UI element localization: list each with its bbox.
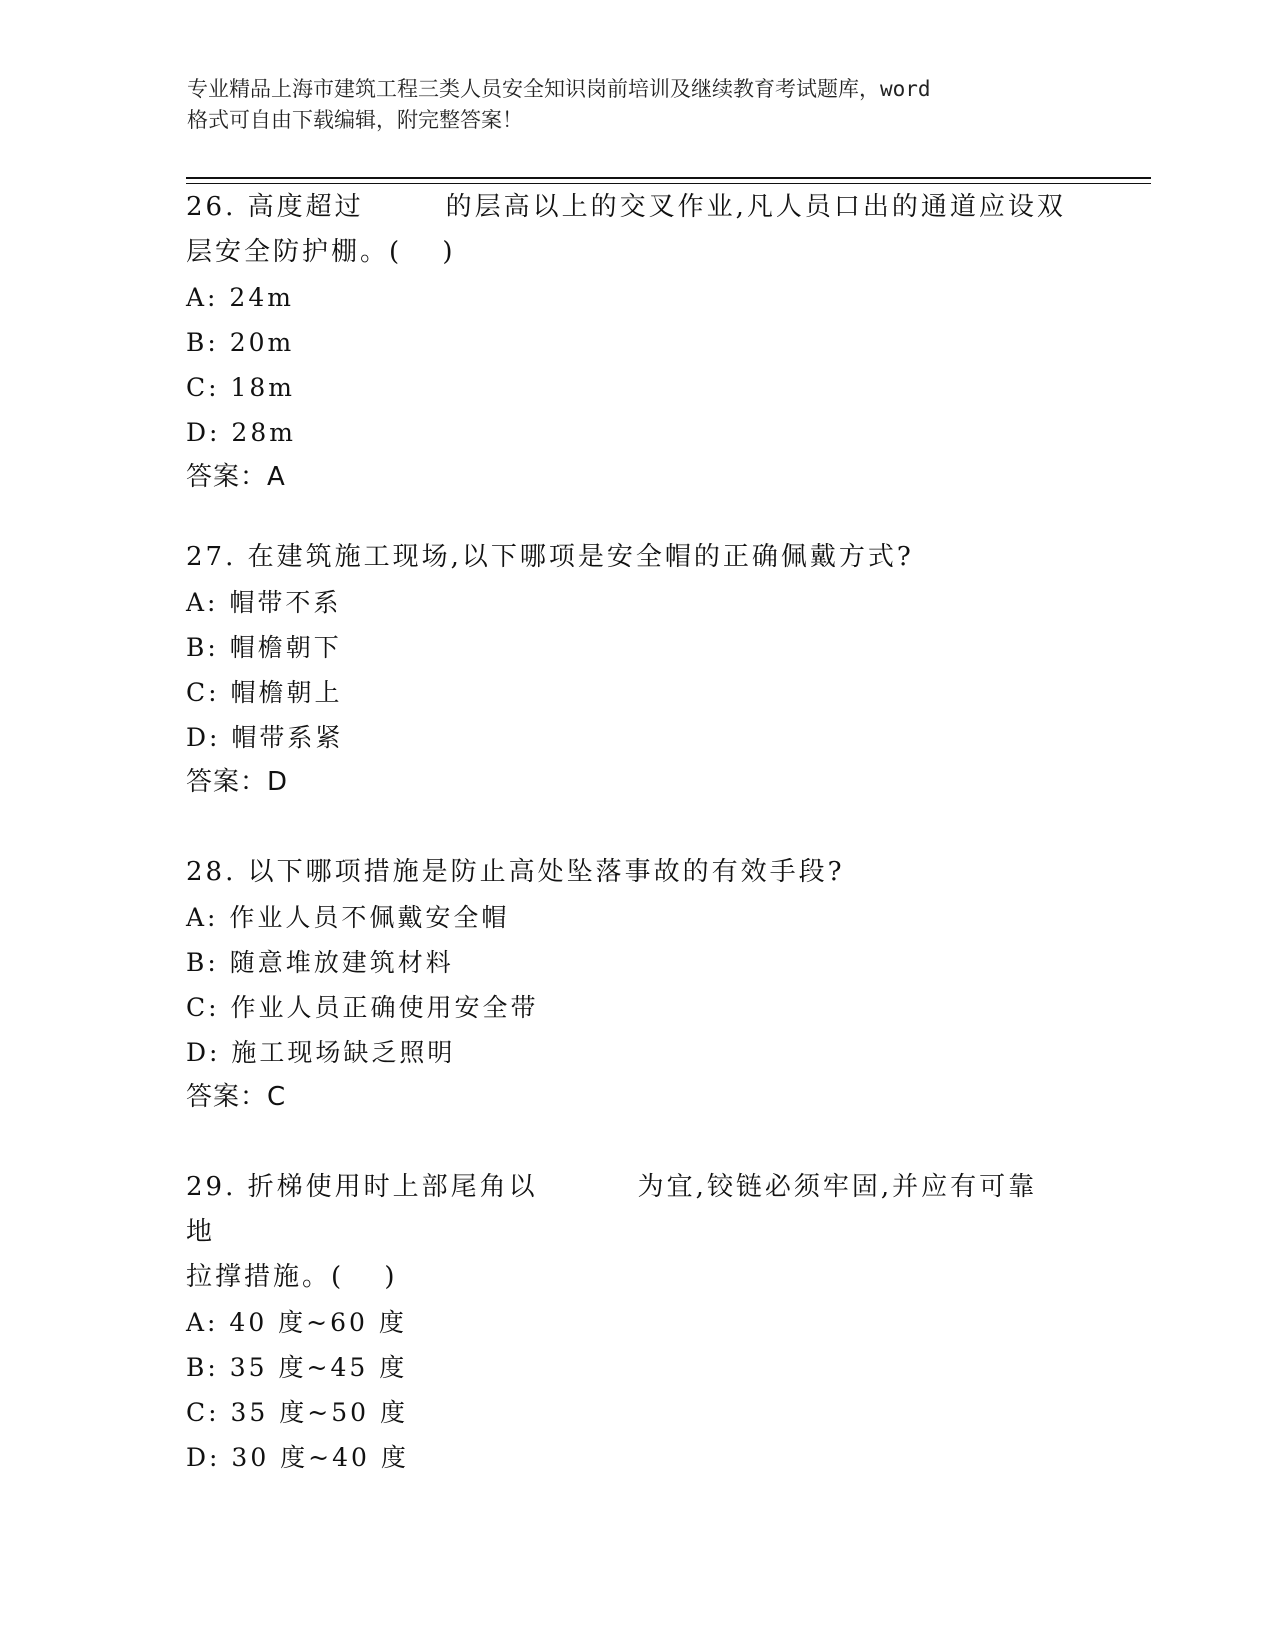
question-text-line-2: 层安全防护棚。( ) — [186, 237, 456, 267]
option-a: A: 帽带不系 — [186, 588, 342, 617]
option-c: C: 35 度~50 度 — [186, 1398, 408, 1427]
option-d: D: 30 度~40 度 — [186, 1443, 409, 1472]
option-a: A: 作业人员不佩戴安全帽 — [186, 903, 510, 932]
answer: 答案：A — [186, 462, 286, 492]
question-text: 27. 在建筑施工现场,以下哪项是安全帽的正确佩戴方式? — [186, 542, 914, 572]
answer: 答案：C — [186, 1082, 287, 1112]
option-b: B: 20m — [186, 328, 295, 357]
question-text-after-blank: 的层高以上的交叉作业,凡人员口出的通道应设双 — [445, 192, 1066, 222]
question-26 — [186, 185, 1066, 500]
option-a: A: 40 度~60 度 — [186, 1308, 407, 1337]
question-28 — [186, 850, 1066, 1120]
question-text: 28. 以下哪项措施是防止高处坠落事故的有效手段? — [186, 857, 845, 887]
option-d: D: 帽带系紧 — [186, 723, 344, 752]
header-line-1: 专业精品上海市建筑工程三类人员安全知识岗前培训及继续教育考试题库，word — [187, 77, 931, 101]
option-b: B: 35 度~45 度 — [186, 1353, 408, 1382]
question-text — [186, 1165, 1066, 1255]
option-c: C: 作业人员正确使用安全带 — [186, 993, 539, 1022]
header-rule-thick — [186, 177, 1151, 179]
option-b: B: 随意堆放建筑材料 — [186, 948, 454, 977]
question-text-after-blank: 为宜,铰链必须牢固,并应有可靠地 — [186, 1172, 1038, 1247]
option-d: D: 施工现场缺乏照明 — [186, 1038, 456, 1067]
document-header — [187, 74, 1067, 136]
question-text — [186, 185, 1066, 230]
question-27 — [186, 535, 1066, 805]
option-b: B: 帽檐朝下 — [186, 633, 342, 662]
option-a: A: 24m — [186, 283, 294, 312]
header-line-2: 格式可自由下载编辑，附完整答案！ — [187, 108, 523, 132]
option-c: C: 帽檐朝上 — [186, 678, 343, 707]
question-29 — [186, 1165, 1066, 1480]
answer: 答案：D — [186, 767, 289, 797]
header-rule-thin — [186, 183, 1151, 184]
option-d: D: 28m — [186, 418, 296, 447]
option-c: C: 18m — [186, 373, 296, 402]
question-text-before-blank: 26. 高度超过 — [186, 192, 364, 222]
question-text-before-blank: 29. 折梯使用时上部尾角以 — [186, 1172, 538, 1202]
question-text-line-2: 拉撑措施。( ) — [186, 1262, 398, 1292]
